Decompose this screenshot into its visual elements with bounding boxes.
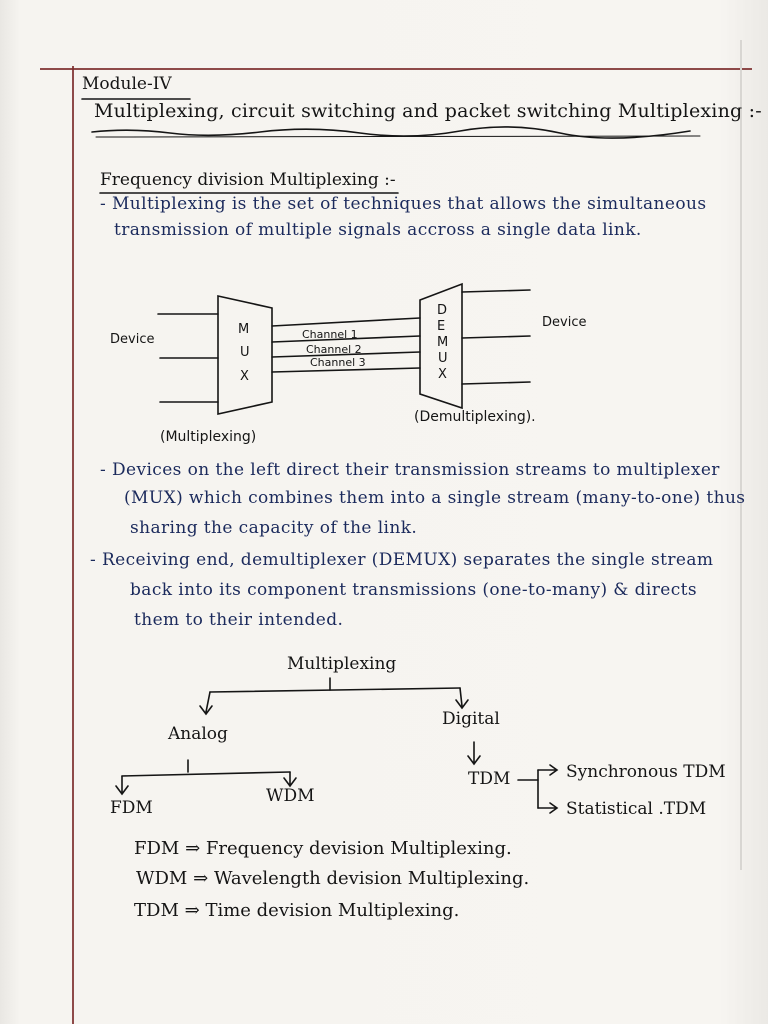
abbr-definition: Time devision Multiplexing. (205, 900, 460, 921)
demux-line-1: - Receiving end, demultiplexer (DEMUX) separates the single stream (90, 550, 714, 570)
tree-fdm: FDM (110, 798, 153, 818)
demux-box (420, 284, 462, 408)
channel-line (272, 318, 420, 326)
demux-line-3: them to their intended. (134, 610, 344, 630)
module-heading: Module-IV (82, 74, 172, 94)
channel-line (272, 352, 420, 357)
tree-arrow (200, 692, 212, 714)
tree-wdm: WDM (266, 786, 315, 806)
tree-arrow (468, 742, 480, 764)
tree-connector (210, 688, 460, 692)
abbr-term: FDM (134, 838, 180, 859)
intro-line-1: - Multiplexing is the set of techniques that allows the simultaneous (100, 194, 707, 214)
tree-arrow (284, 772, 296, 786)
mux-letter: M (238, 322, 250, 337)
tree-root: Multiplexing (287, 654, 397, 674)
abbr-definition: Wavelength devision Multiplexing. (213, 868, 530, 889)
demux-letter: D (437, 303, 448, 318)
demux-output-line (462, 290, 530, 292)
channel-label: Channel 1 (302, 328, 358, 341)
demux-line-2: back into its component transmissions (one-to-many) & directs (130, 580, 697, 600)
intro-line-2: transmission of multiple signals accross a single data link. (114, 220, 642, 240)
demux-letter: E (437, 319, 446, 334)
arrow-icon: ⇒ (193, 868, 209, 889)
tree-arrow (538, 803, 557, 813)
tree-arrow (456, 688, 468, 708)
page-title: Multiplexing, circuit switching and packet switching Multiplexing :- (94, 100, 762, 122)
arrow-icon: ⇒ (184, 900, 200, 921)
channel-line (272, 368, 420, 372)
tree-tdm: TDM (468, 769, 511, 789)
section-heading: Frequency division Multiplexing :- (100, 170, 396, 190)
left-device-label: Device (110, 332, 155, 347)
title-underline (96, 136, 700, 137)
tree-arrow (116, 776, 128, 794)
mux-line-3: sharing the capacity of the link. (130, 518, 418, 538)
abbr-definition: Frequency devision Multiplexing. (205, 838, 512, 859)
demux-letter: M (437, 335, 449, 350)
demux-letter: U (438, 351, 448, 366)
tree-analog: Analog (168, 724, 228, 744)
demux-letter: X (438, 367, 447, 382)
mux-line-1: - Devices on the left direct their transmission streams to multiplexer (100, 460, 720, 480)
tree-sync-tdm: Synchronous TDM (566, 762, 726, 782)
abbr-term: WDM (136, 868, 188, 889)
tree-stat-tdm: Statistical .TDM (566, 799, 707, 819)
demux-output-line (462, 382, 530, 384)
mux-box (218, 296, 272, 414)
right-device-label: Device (542, 315, 587, 330)
tree-digital: Digital (442, 709, 500, 729)
mux-caption: (Multiplexing) (160, 429, 257, 445)
mux-line-2: (MUX) which combines them into a single stream (many-to-one) thus (124, 488, 746, 508)
channel-line (272, 336, 420, 342)
abbr-term: TDM (134, 900, 179, 921)
mux-letter: X (240, 369, 249, 384)
demux-output-line (462, 336, 530, 338)
arrow-icon: ⇒ (185, 838, 201, 859)
mux-letter: U (240, 345, 250, 360)
channel-label: Channel 3 (310, 356, 366, 369)
demux-caption: (Demultiplexing). (414, 409, 536, 425)
tree-arrow (538, 765, 557, 775)
channel-label: Channel 2 (306, 343, 362, 356)
tree-connector (122, 772, 290, 776)
